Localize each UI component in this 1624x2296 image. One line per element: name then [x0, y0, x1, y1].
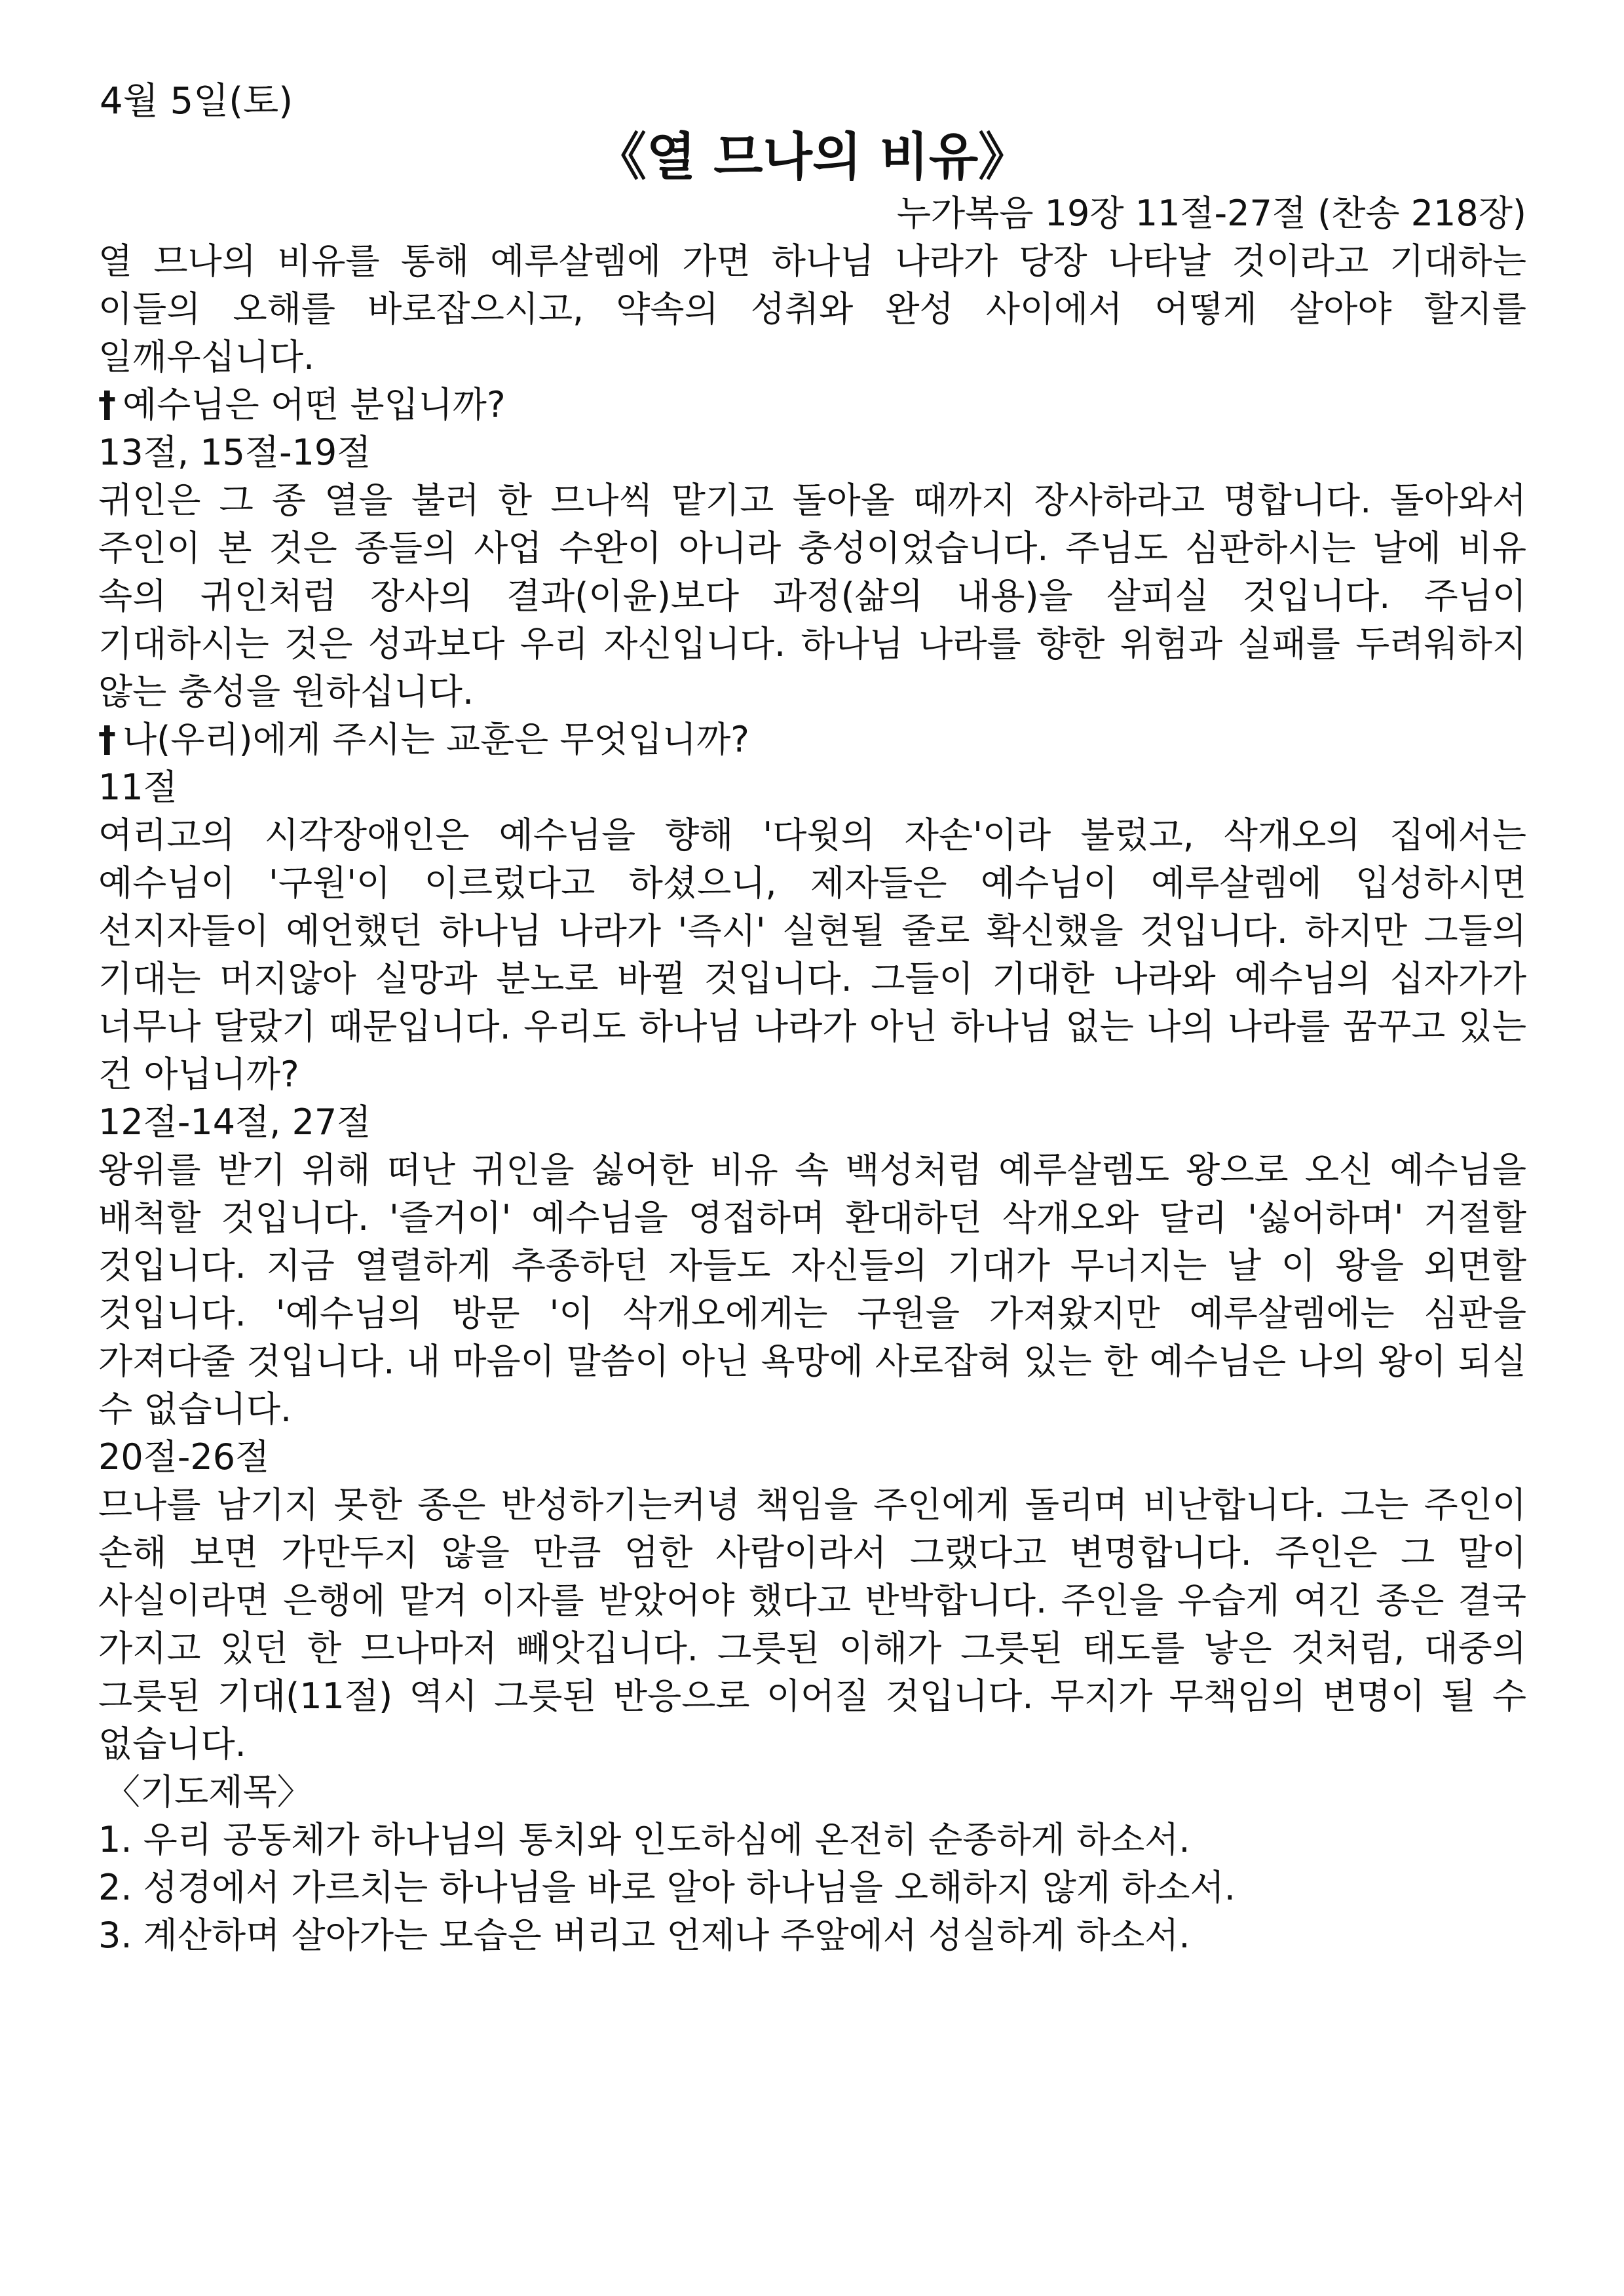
prayer-item: 2. 성경에서 가르치는 하나님을 바로 알아 하나님을 오해하지 않게 하소서. — [98, 1867, 1236, 1908]
intro-paragraph: 열 므나의 비유를 통해 예루살렘에 가면 하나님 나라가 당장 나타날 것이라고 기대하는 이들의 오해를 바로잡으시고, 약속의 성취와 완성 사이에서 어떻게 살아야 할지를 일깨우십니다. — [98, 240, 1526, 377]
question-text: 예수님은 어떤 분입니까? — [123, 384, 506, 425]
section-paragraph: 므나를 남기지 못한 종은 반성하기는커녕 책임을 주인에게 돌리며 비난합니다. 그는 주인이 손해 보면 가만두지 않을 만큼 엄한 사람이라서 그랬다고 변명합니다. 주인은 그 말이 사실이라면 은행에 맡겨 이자를 받았어야 했다고 반박합니다. 주인을 우습게 여긴 종은 결국 가지고 있던 한 므나마저 빼앗깁니다. 그릇된 이해가 그릇된 태도를 낳은 것처럼, 대중의 그릇된 기대(11절) 역시 그릇된 반응으로 이어질 것입니다. 무지가 무책임의 변명이 될 수 없습니다. — [98, 1484, 1526, 1765]
section-paragraph: 여리고의 시각장애인은 예수님을 향해 '다윗의 자손'이라 불렀고, 삭개오의 집에서는 예수님이 '구원'이 이르렀다고 하셨으니, 제자들은 예수님이 예루살렘에 입성하시면 선지자들이 예언했던 하나님 나라가 '즉시' 실현될 줄로 확신했을 것입니다. 하지만 그들의 기대는 머지않아 실망과 분노로 바뀔 것입니다. 그들이 기대한 나라와 예수님의 십자가가 너무나 달랐기 때문입니다. 우리도 하나님 나라가 아닌 하나님 없는 나의 나라를 꿈꾸고 있는 건 아닙니까? — [98, 814, 1526, 1095]
section-question-1 — [98, 381, 1526, 429]
question-text: 나(우리)에게 주시는 교훈은 무엇입니까? — [123, 719, 749, 760]
cross-icon: † — [98, 384, 116, 425]
verse-label: 20절-26절 — [98, 1436, 270, 1478]
section-paragraph: 왕위를 받기 위해 떠난 귀인을 싫어한 비유 속 백성처럼 예루살렘도 왕으로 오신 예수님을 배척할 것입니다. '즐거이' 예수님을 영접하며 환대하던 삭개오와 달리 '싫어하며' 거절할 것입니다. 지금 열렬하게 추종하던 자들도 자신들의 기대가 무너지는 날 이 왕을 외면할 것입니다. '예수님의 방문 '이 삭개오에게는 구원을 가져왔지만 예루살렘에는 심판을 가져다줄 것입니다. 내 마음이 말씀이 아닌 욕망에 사로잡혀 있는 한 예수님은 나의 왕이 되실 수 없습니다. — [98, 1149, 1526, 1430]
date-label: 4월 5일(토) — [100, 80, 293, 123]
scripture-reference: 누가복음 19장 11절-27절 (찬송 218장) — [896, 193, 1526, 234]
verse-label: 12절-14절, 27절 — [98, 1101, 371, 1143]
section-paragraph: 귀인은 그 종 열을 불러 한 므나씩 맡기고 돌아올 때까지 장사하라고 명합니다. 돌아와서 주인이 본 것은 종들의 사업 수완이 아니라 충성이었습니다. 주님도 심판하시는 날에 비유 속의 귀인처럼 장사의 결과(이윤)보다 과정(삶의 내용)을 살피실 것입니다. 주님이 기대하시는 것은 성과보다 우리 자신입니다. 하나님 나라를 향한 위험과 실패를 두려워하지 않는 충성을 원하십니다. — [98, 480, 1527, 712]
prayer-heading: 〈기도제목〉 — [105, 1771, 312, 1812]
prayer-item: 1. 우리 공동체가 하나님의 통치와 인도하심에 온전히 순종하게 하소서. — [98, 1819, 1190, 1860]
prayer-item: 3. 계산하며 살아가는 모습은 버리고 언제나 주앞에서 성실하게 하소서. — [98, 1915, 1190, 1956]
page-title: 《열 므나의 비유》 — [595, 128, 1030, 187]
cross-icon: † — [98, 719, 116, 760]
devotional-page — [98, 79, 1526, 1959]
verse-label: 11절 — [98, 767, 178, 808]
verse-label: 13절, 15절-19절 — [98, 432, 371, 473]
section-question-2 — [98, 716, 1526, 763]
